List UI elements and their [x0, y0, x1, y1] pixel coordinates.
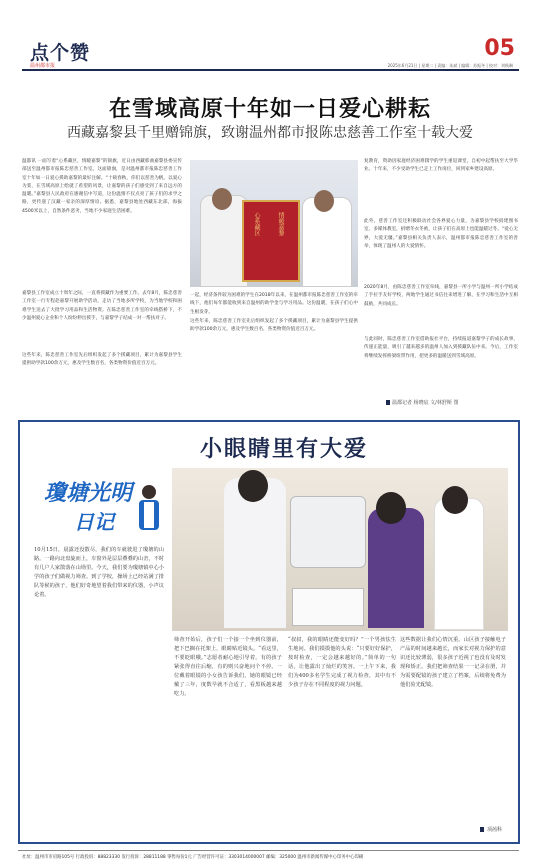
article-column-8: 与此同时，陈忠慈善工作室借助报社平台，持续报道嘉黎学子的成长故事，传递正能量，吸引了越来越多的温州人加入到援藏队伍中来。今后，工作室将继续发挥桥梁纽带作用，把更多的温暖送到雪域高原。 [364, 337, 518, 359]
article-byline: 温都记者 杨晓宸 文/林舒斯 图 [392, 400, 459, 406]
feature-column-2: 筛查开始后，孩子们一个接一个坐到仪器前，把下巴搁在托架上，眼睛贴近镜头。“看这里，不要眨眼哦。”志愿者耐心地引导着。有的孩子紧张得直往后缩，有的则兴奋地问个不停。一位戴着眼镜的小女孩告诉我们，她的眼镜已经戴了三年，度数早就不合适了，看黑板越来越吃力。 [174, 637, 282, 697]
edition-meta: 2025年6月21日 | 星期二 | 责编：朱斌 | 编辑：苏振冬 | 校对：刘秋琳 [387, 63, 513, 68]
eye-exam-machine [290, 496, 366, 568]
footer-info: 社址：温州市市府路105号 行政投诉：88823330 发行投诉：28811188 零售每份1元 广告经营许可证：3303014000007 邮编：325000 温州市新闻传媒中心印务中心印刷 [22, 855, 364, 860]
feature-column-1: 10月15日，晨露还没散尽，我们的车就驶进了瓊塘的山路。一路向北盘旋而上，车窗外是层层叠叠的山峦，不时有几户人家散落在山坳里。今天，我们要为瓊塘镇中心小学的孩子们做视力筛查。到了学校，操场上已经站满了排队等候的孩子，他们好奇地望着我们带来的仪器，小声议论着。 [34, 547, 164, 598]
article-column-5: 复教育，资助因家庭经济困难辍学的学生重返课堂，自初中起帮扶至大学毕业。十年来，不少受助学生已走上工作岗位，回到家乡建设高原。 [364, 159, 518, 173]
article-column-6: 此外，慈善工作室还积极联动社会各界爱心力量，为嘉黎县学校捐建图书室、多媒体教室，捐赠冬衣冬被，让孩子们在高原上也能温暖过冬。“爱心无界，大爱无疆。”嘉黎县相关负责人表示，温州都市报陈忠慈善工作室的善举，体现了温州人的大爱情怀。 [364, 219, 518, 249]
header-divider [22, 69, 519, 71]
article-column-7: 2020年8月，由陈忠慈善工作室牵线，嘉黎县一所小学与温州一所小学结成了手拉手友好学校，两地学生通过书信往来增进了解，在学习和生活中互相鼓励，共同成长。 [364, 285, 518, 307]
feature-column-4: 这些数据让我们心情沉重。山区孩子接触电子产品的时间越来越长，而家长对视力保护的意识还比较薄弱，很多孩子近视了也没有及时发现和矫正。我们把筛查结果一一记录在册，并为需要配镜的孩子建立了档案，后续将免费为他们验光配镜。 [400, 637, 506, 688]
paper-name: 温州都市报 [30, 63, 56, 69]
article-subhead: 西藏嘉黎县千里赠锦旗，致谢温州都市报陈忠慈善工作室十载大爱 [67, 125, 473, 141]
footer-divider [18, 850, 519, 851]
section-title: 点个赞 [30, 42, 91, 64]
pennant-banner: 心系藏区 情暖嘉黎 [242, 200, 300, 282]
person-left-head [212, 188, 232, 210]
page-number: 05 [484, 36, 515, 61]
person-right-head [314, 190, 334, 212]
article-column-2: 嘉黎县工作室成立十周年之际，一直将援藏作为重要工作。去年8月，陈忠慈善工作室一行专程赴嘉黎开展助学活动，走访了当地多所学校，为当地学校和困难学生送去了大批学习用品和生活物资。在陈忠慈善工作室的牵线搭桥下，不少温州爱心企业和个人纷纷伸出援手，与嘉黎学子结成一对一帮扶对子。 [22, 291, 182, 321]
article-headline: 在雪域高原十年如一日爱心耕耘 [108, 96, 431, 122]
paper-form [292, 588, 364, 626]
article-column-1: 温都讯 一面写着“心系藏区，情暖嘉黎”的锦旗，近日由西藏那曲嘉黎县委宣传部送至温州都市报陈忠慈善工作室。这面锦旗，是对温州都市报陈忠慈善工作室十年如一日爱心援助嘉黎的最好注解。“十载春秋，你们以慈善为帆，以爱心为桨，在雪域高原上绘就了希望的风景，让嘉黎的孩子们感受到了来自远方的温暖。”嘉黎县人民政府在感谢信中写道，这份温情不仅点亮了孩子们的求学之路，更传递了汉藏一家亲的深厚情谊。据悉，嘉黎县地处西藏东北部，海拔4500米以上，自然条件恶劣，当地不少家庭生活困难。 [22, 159, 182, 214]
column-logo: 瓊塘光明 日记 [34, 472, 164, 540]
nurse-head [442, 486, 468, 514]
doctor-head [238, 470, 268, 502]
child-figure [368, 508, 424, 628]
author-marker [480, 827, 484, 832]
nurse-figure [434, 498, 484, 630]
award-photo [190, 160, 358, 287]
eye-exam-photo [172, 468, 508, 631]
article-column-3: 这些年来，陈忠慈善工作室先后组织发起了多个援藏项目，累计为嘉黎县学生提供助学款100余万元，惠及学生数百名，各类物资价值近百万元。 [22, 353, 182, 367]
photo-caption-text: 一起，经济条件较为困难的学生在2018年以来，在温州都市报陈忠慈善工作室的牵线下，他们每年都能收到来自温州的助学金与学习用品。这份温暖，在孩子们心中生根发芽。 [190, 293, 358, 315]
child-head [376, 492, 406, 524]
article-column-4: 这些年来，陈忠慈善工作室先后组织发起了多个援藏项目，累计为嘉黎县学生提供助学款100余万元，惠及学生数百名，各类物资价值近百万元。 [190, 319, 358, 333]
doctor-illustration-icon [134, 482, 164, 532]
byline-marker [386, 400, 390, 405]
feature-author: 项茜科 [487, 827, 503, 833]
feature-column-3: “叔叔，我的眼睛还能变好吗？”一个男孩怯生生地问。我们摸摸他的头说：“只要好好保护，按时检查，一定会越来越好的。”简单的一句话，让他露出了灿烂的笑容。一上午下来，我们为400多名学生完成了视力检查，其中有不少孩子存在不同程度的视力问题。 [288, 637, 396, 688]
feature-title: 小眼睛里有大爱 [200, 436, 369, 462]
